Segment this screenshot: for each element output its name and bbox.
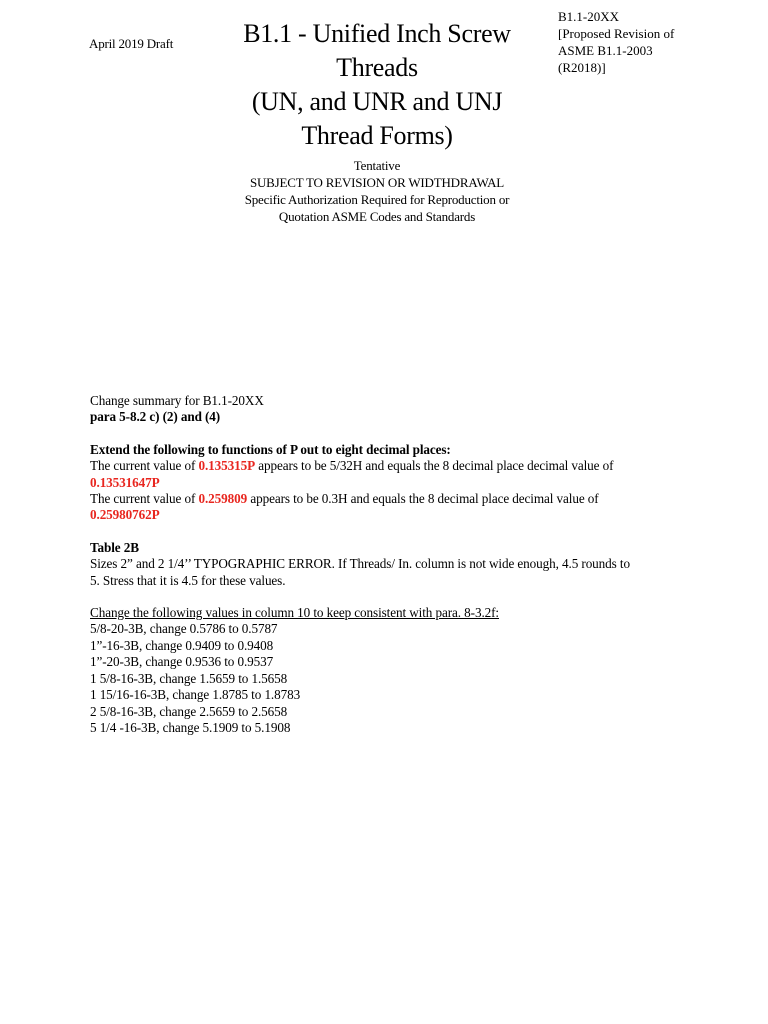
doc-id-line: B1.1-20XX [558,9,620,24]
doc-id-line: [Proposed Revision of [558,26,675,41]
title-line: Thread Forms) [301,121,453,150]
change-item: 1”-16-3B, change 0.9409 to 0.9408 [90,637,274,653]
current-value: 0.259809 [198,491,248,507]
value-middle: appears to be 0.3H and equals the 8 decimal place decimal value of [247,491,599,507]
value-statement-1 [90,458,690,474]
doc-id-line: ASME B1.1-2003 [558,43,653,58]
title-line: B1.1 - Unified Inch Screw [243,19,511,48]
document-title [222,17,532,153]
change-item: 5 1/4 -16-3B, change 5.1909 to 5.1908 [90,719,291,735]
change-heading: Change the following values in column 10 to keep consistent with para. 8-3.2f: [90,605,499,621]
document-body [90,393,690,736]
title-line: Threads [336,53,418,82]
change-item: 1”-20-3B, change 0.9536 to 0.9537 [90,654,274,670]
change-item: 5/8-20-3B, change 0.5786 to 0.5787 [90,621,278,637]
notice-line: Quotation ASME Codes and Standards [278,209,476,224]
para-reference: para 5-8.2 c) (2) and (4) [90,409,221,425]
change-item: 2 5/8-16-3B, change 2.5659 to 2.5658 [90,703,288,719]
new-value: 0.13531647P [90,474,160,490]
value-prefix: The current value of [90,458,199,474]
document-id [558,8,674,76]
current-value: 0.135315P [198,458,256,474]
notice-block [222,157,532,225]
table-heading: Table 2B [90,539,139,555]
table-note-line: Sizes 2” and 2 1/4’’ TYPOGRAPHIC ERROR. If Threads/ In. column is not wide enough, 4.5 rounds to [90,556,630,572]
change-item: 1 5/8-16-3B, change 1.5659 to 1.5658 [90,670,288,686]
title-line: (UN, and UNR and UNJ [251,87,503,116]
draft-label: April 2019 Draft [89,36,174,51]
change-item: 1 15/16-16-3B, change 1.8785 to 1.8783 [90,687,301,703]
new-value: 0.25980762P [90,507,160,523]
notice-line: Tentative [353,158,401,173]
doc-id-line: (R2018)] [558,60,606,75]
notice-line: Specific Authorization Required for Reproduction or [244,192,510,207]
value-statement-2 [90,491,690,507]
value-prefix: The current value of [90,491,199,507]
table-note-line: 5. Stress that it is 4.5 for these values. [90,572,286,588]
notice-line: SUBJECT TO REVISION OR WIDTHDRAWAL [249,175,505,190]
summary-heading: Change summary for B1.1-20XX [90,393,264,408]
value-middle: appears to be 5/32H and equals the 8 decimal place decimal value of [255,458,614,474]
extend-heading: Extend the following to functions of P out to eight decimal places: [90,441,451,457]
